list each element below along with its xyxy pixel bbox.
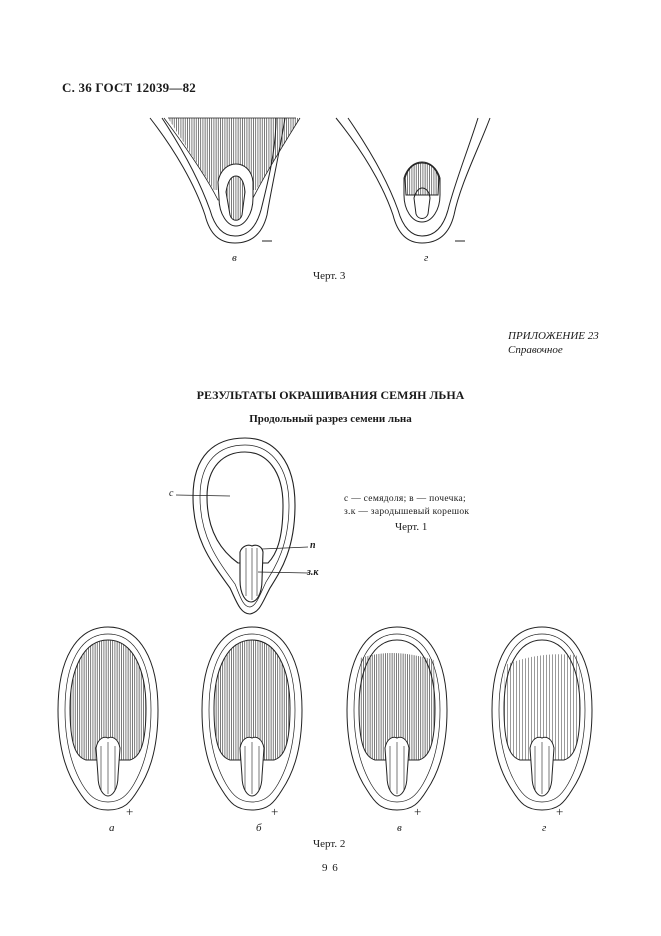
figure-2-label-a: а [109,822,115,834]
figure-2-caption: Черт. 2 [313,838,346,850]
legend-line-1: с — семядоля; в — почечка; [344,494,466,504]
figure-2-seed-b [202,627,302,810]
plus-g: + [556,804,564,819]
figure-2-label-v: в [397,822,402,834]
figure-2-seed-v [347,627,447,810]
label-bud: п [310,540,316,551]
plus-v: + [414,804,422,819]
page-number: 9 6 [322,862,339,874]
appendix-title: ПРИЛОЖЕНИЕ 23 [508,330,599,342]
plus-b: + [271,804,279,819]
legend-line-2: з.к — зародышевый корешок [344,507,470,517]
section-subtitle: Продольный разрез семени льна [249,413,412,425]
label-radicle: з.к [307,567,319,578]
figure-3-caption: Черт. 3 [313,270,346,282]
page-header: С. 36 ГОСТ 12039—82 [62,80,196,95]
figure-2-label-g: г [542,822,547,834]
figure-2-seed-g [492,627,592,810]
figure-1-caption: Черт. 1 [395,521,428,533]
appendix-subtitle: Справочное [508,344,563,356]
figure-3-label-v: в [232,252,237,264]
section-title: РЕЗУЛЬТАТЫ ОКРАШИВАНИЯ СЕМЯН ЛЬНА [196,388,465,402]
plus-a: + [126,804,134,819]
figure-2-label-b: б [256,822,262,834]
figure-3-label-g: г [424,252,429,264]
label-cotyledon: c [169,488,174,499]
figure-2-seed-a [58,627,158,810]
